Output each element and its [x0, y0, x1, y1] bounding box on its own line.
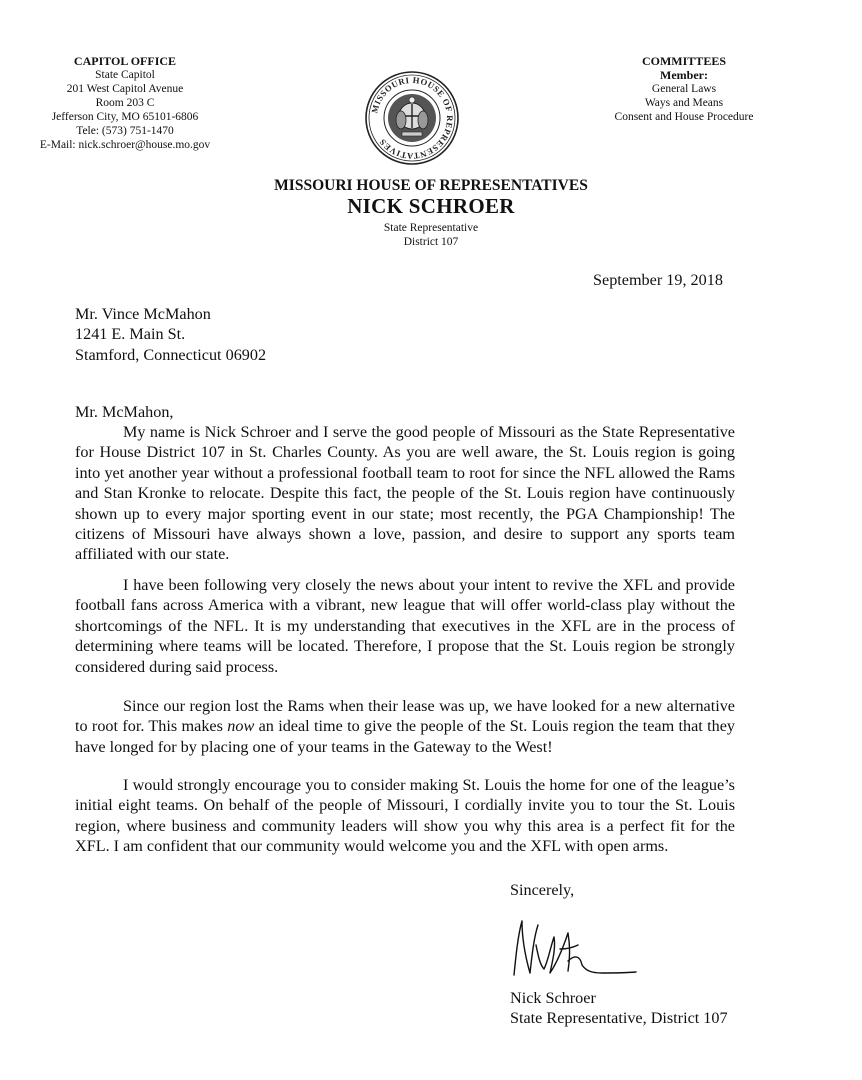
signer-title: State Representative, District 107 — [510, 1009, 728, 1027]
paragraph-4-text: I would strongly encourage you to consider making St. Louis the home for one of the league’s initial eight teams. On behalf of the people of Missouri, I cordially invite you to tour the St. Louis region, where business and community leaders will show you why this area is a perfect fit for the XFL. I am confident that our community would welcome you and the XFL with open arms. — [75, 776, 735, 856]
paragraph-1-text: My name is Nick Schroer and I serve the good people of Missouri as the State Representative for House District 107 in St. Charles County. As you are well aware, the St. Louis region is going into yet another year without a professional football team to root for since the NFL allowed the Rams and Stan Kronke to relocate. Despite this fact, the people of the St. Louis region have continuously shown up to every major sporting event in our state; most recently, the PGA Championship! The citizens of Missouri have always shown a love, passion, and desire to support any sports team affiliated with our state. — [75, 423, 735, 564]
salutation: Mr. McMahon, — [75, 403, 174, 421]
seal-icon — [364, 70, 460, 166]
paragraph-1 — [75, 422, 735, 565]
committee-item: General Laws — [651, 83, 717, 95]
paragraph-3-text-a: Since our region lost the Rams when their lease was up, we have looked for a new alternative to root for. This makes — [75, 697, 735, 736]
committee-item: Ways and Means — [644, 97, 724, 109]
paragraph-3 — [75, 696, 735, 757]
capitol-office-line: State Capitol — [95, 69, 155, 81]
signer-name: Nick Schroer — [510, 989, 596, 1007]
recipient-street: 1241 E. Main St. — [75, 325, 186, 344]
capitol-office-heading: CAPITOL OFFICE — [73, 54, 177, 68]
svg-text:MISSOURI HOUSE OF REPRESENTATI: MISSOURI HOUSE OF REPRESENTATIVES — [369, 74, 456, 162]
handwritten-signature-icon — [508, 915, 638, 981]
house-seal — [364, 70, 460, 166]
paragraph-4 — [75, 775, 735, 857]
letter-date: September 19, 2018 — [593, 271, 723, 289]
letterhead-house: MISSOURI HOUSE OF REPRESENTATIVES — [274, 177, 588, 194]
committee-item: Consent and House Procedure — [614, 111, 754, 123]
recipient-name: Mr. Vince McMahon — [75, 305, 211, 323]
letterhead-district: District 107 — [403, 236, 459, 248]
committees-subheading: Member: — [660, 68, 708, 82]
closing: Sincerely, — [510, 881, 575, 899]
paragraph-2 — [75, 575, 735, 677]
capitol-office-line: Tele: (573) 751-1470 — [76, 125, 174, 137]
letterhead-name: NICK SCHROER — [347, 194, 515, 218]
paragraph-3-text-b: an ideal time to give the people of the St. Louis region the team that they have longed for by placing one of your teams in the Gateway to the West! — [75, 717, 735, 756]
capitol-office-line: Jefferson City, MO 65101-6806 — [51, 111, 199, 123]
recipient-city: Stamford, Connecticut 06902 — [75, 345, 267, 364]
capitol-office-line: 201 West Capitol Avenue — [66, 83, 184, 95]
capitol-office-line: Room 203 C — [95, 97, 155, 109]
letterhead-role: State Representative — [383, 222, 479, 234]
recipient-address — [75, 304, 266, 365]
signature — [508, 915, 638, 981]
paragraph-3-emphasis: now — [227, 717, 255, 736]
capitol-office-email: E-Mail: nick.schroer@house.mo.gov — [39, 139, 211, 151]
committees-heading: COMMITTEES — [641, 54, 726, 68]
committees-block — [598, 54, 770, 124]
capitol-office-block — [20, 54, 230, 152]
paragraph-2-text: I have been following very closely the news about your intent to revive the XFL and provide football fans across America with a vibrant, new league that will offer world-class play without the shortcomings of the NFL. It is my understanding that executives in the XFL are in the process of determining where teams will be located. Therefore, I propose that the St. Louis region be strongly considered during said process. — [75, 576, 735, 676]
